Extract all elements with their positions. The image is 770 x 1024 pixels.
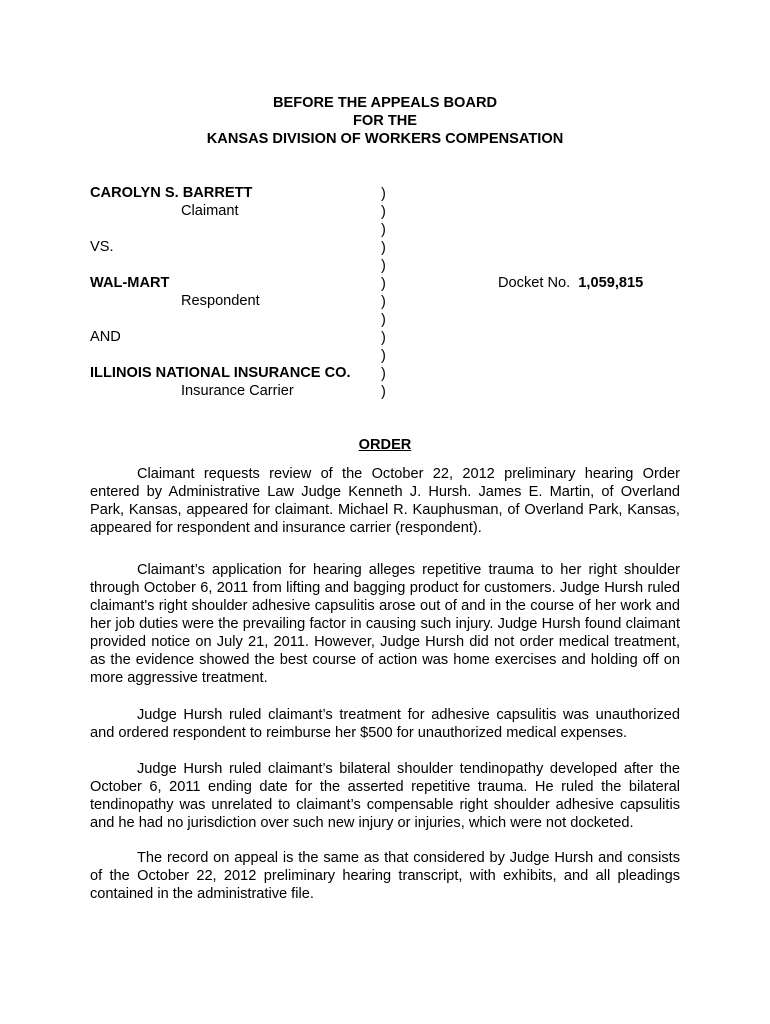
docket <box>498 275 643 291</box>
claimant-role: Claimant <box>181 203 239 219</box>
body-paragraph: Judge Hursh ruled claimant’s treatment for adhesive capsulitis was unauthorized and ordered respondent to reimburse her $500 for unauthorized medical expenses. <box>90 707 680 741</box>
docket-number: 1,059,815 <box>578 275 644 291</box>
header-line-2: FOR THE <box>352 113 418 129</box>
and-label: AND <box>90 329 121 345</box>
brace-mark: ) <box>381 258 386 274</box>
order-title: ORDER <box>358 437 412 453</box>
brace-mark: ) <box>381 222 386 238</box>
caption-brace-column <box>381 185 386 401</box>
brace-mark: ) <box>381 366 386 382</box>
vs-label: VS. <box>90 239 114 255</box>
docket-label: Docket No. <box>498 275 571 291</box>
header-line-1: BEFORE THE APPEALS BOARD <box>272 95 498 111</box>
body-paragraph: The record on appeal is the same as that considered by Judge Hursh and consists of the October 22, 2012 preliminary hearing transcript, with exhibits, and all pleadings contained in the administrative file. <box>90 850 680 902</box>
brace-mark: ) <box>381 276 386 292</box>
brace-mark: ) <box>381 312 386 328</box>
brace-mark: ) <box>381 348 386 364</box>
brace-mark: ) <box>381 330 386 346</box>
claimant-name: CAROLYN S. BARRETT <box>90 185 253 201</box>
order-title-wrapper <box>0 437 770 453</box>
respondent-role: Respondent <box>181 293 260 309</box>
brace-mark: ) <box>381 186 386 202</box>
brace-mark: ) <box>381 294 386 310</box>
respondent-name: WAL-MART <box>90 275 170 291</box>
body-paragraph: Judge Hursh ruled claimant’s bilateral shoulder tendinopathy developed after the October 6, 2011 ending date for the asserted repetitive trauma. He ruled the bilateral tendinopathy was unrelated to claimant’s compensable right shoulder adhesive capsulitis and he had no jurisdiction over such new injury or injuries, which were not docketed. <box>90 761 680 831</box>
body-paragraph: Claimant requests review of the October 22, 2012 preliminary hearing Order entered by Administrative Law Judge Kenneth J. Hursh. James E. Martin, of Overland Park, Kansas, appeared for claimant. Michael R. Kauphusman, of Overland Park, Kansas, appeared for respondent and insurance carrier (respondent). <box>90 466 680 536</box>
header-line-3: KANSAS DIVISION OF WORKERS COMPENSATION <box>206 131 564 147</box>
carrier-name: ILLINOIS NATIONAL INSURANCE CO. <box>90 365 351 381</box>
body-paragraph: Claimant’s application for hearing alleges repetitive trauma to her right shoulder through October 6, 2011 from lifting and bagging product for customers. Judge Hursh ruled claimant's right shoulder adhesive capsulitis arose out of and in the course of her work and her job duties were the prevailing factor in causing such injury. Judge Hursh found claimant provided notice on July 21, 2011. However, Judge Hursh did not order medical treatment, as the evidence showed the best course of action was home exercises and holding off on more aggressive treatment. <box>90 562 680 686</box>
brace-mark: ) <box>381 240 386 256</box>
brace-mark: ) <box>381 384 386 400</box>
carrier-role: Insurance Carrier <box>181 383 294 399</box>
brace-mark: ) <box>381 204 386 220</box>
